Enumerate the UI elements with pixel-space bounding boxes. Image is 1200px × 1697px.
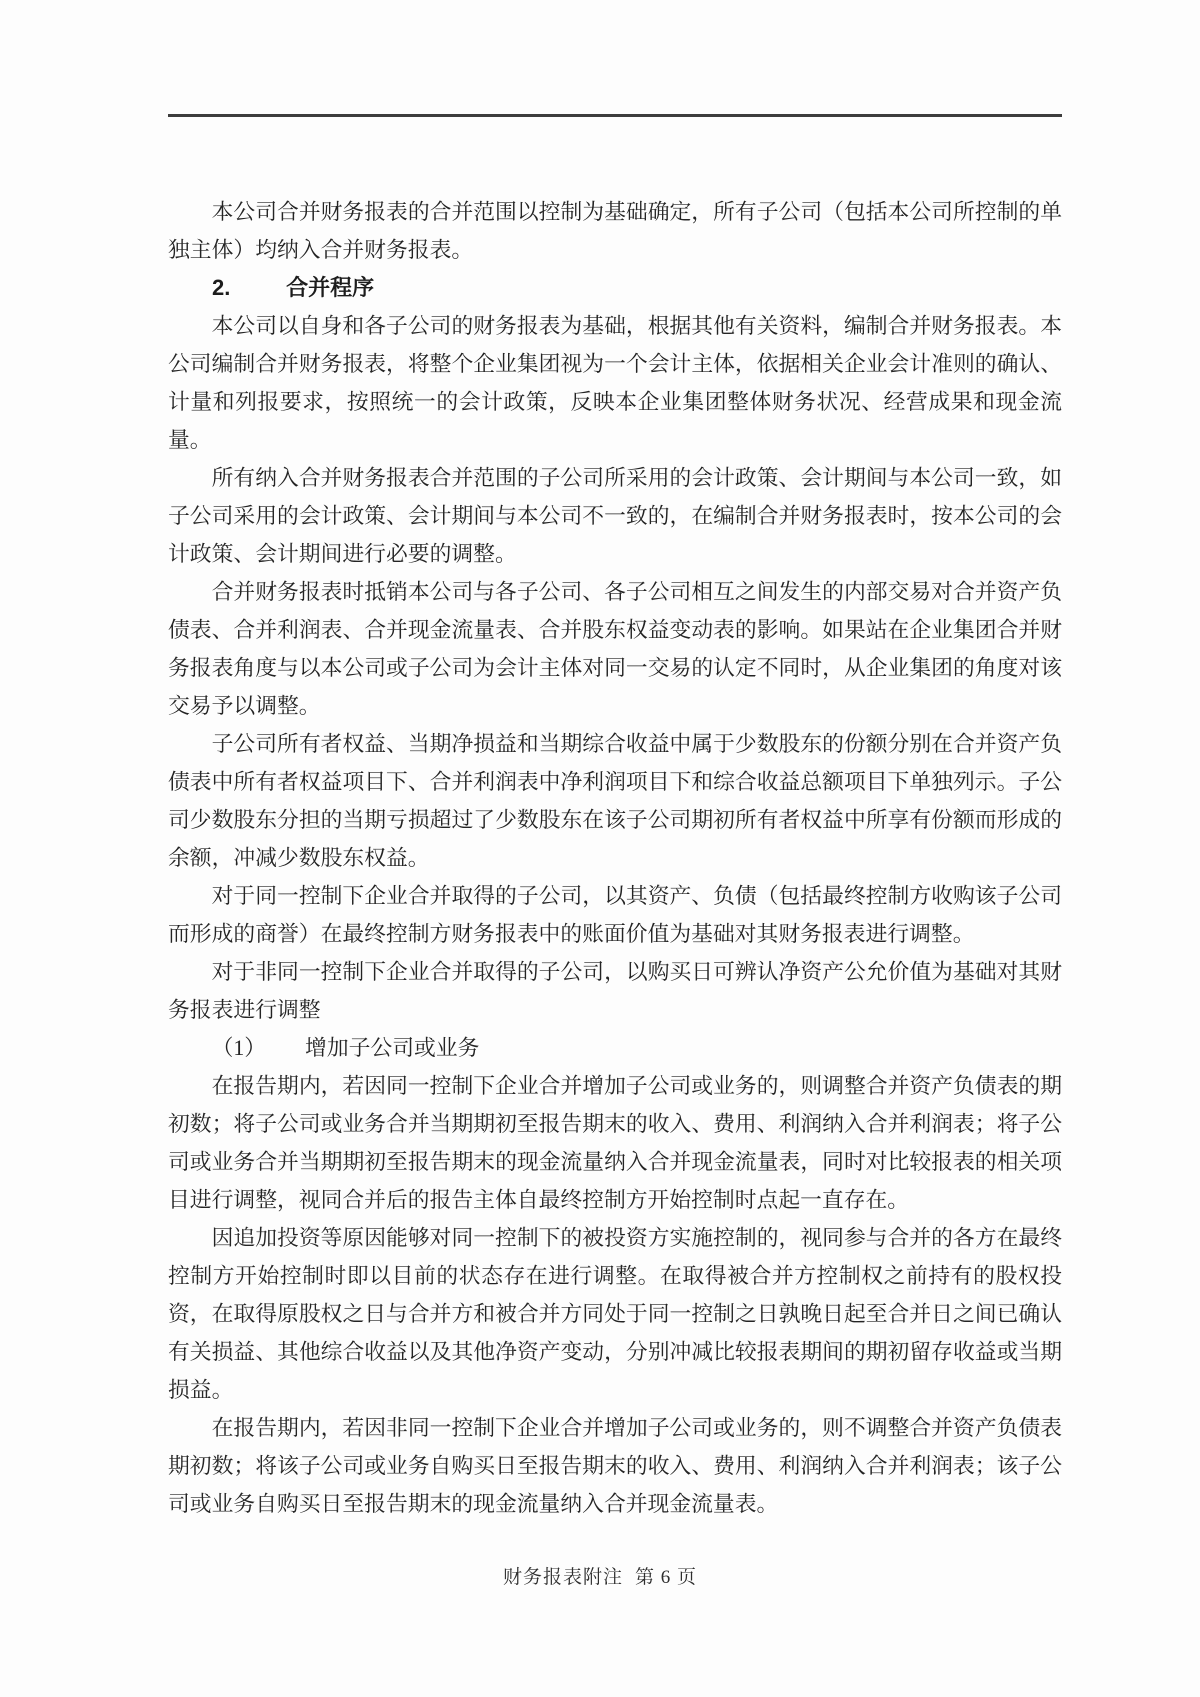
paragraph-consolidation-basis: 本公司以自身和各子公司的财务报表为基础，根据其他有关资料，编制合并财务报表。本公司编制合并财务报表，将整个企业集团视为一个会计主体，依据相关企业会计准则的确认、计量和列报要求，按照统一的会计政策，反映本企业集团整体财务状况、经营成果和现金流量。 bbox=[168, 314, 1062, 452]
sub-heading-title: 增加子公司或业务 bbox=[305, 1036, 480, 1060]
paragraph-accounting-policy-alignment: 所有纳入合并财务报表合并范围的子公司所采用的会计政策、会计期间与本公司一致，如子公司采用的会计政策、会计期间与本公司不一致的，在编制合并财务报表时，按本公司的会计政策、会计期间进行必要的调整。 bbox=[168, 466, 1062, 566]
document-body bbox=[168, 193, 1062, 1523]
paragraph-non-same-control-subsidiary: 对于非同一控制下企业合并取得的子公司，以购买日可辨认净资产公允价值为基础对其财务报表进行调整 bbox=[168, 960, 1062, 1022]
section-title: 合并程序 bbox=[286, 275, 375, 300]
paragraph-additional-investment-control: 因追加投资等原因能够对同一控制下的被投资方实施控制的，视同参与合并的各方在最终控制方开始控制时即以目前的状态存在进行调整。在取得被合并方控制权之前持有的股权投资，在取得原股权之日与合并方和被合并方同处于同一控制之日孰晚日起至合并日之间已确认有关损益、其他综合收益以及其他净资产变动，分别冲减比较报表期间的期初留存收益或当期损益。 bbox=[168, 1226, 1062, 1402]
sub-heading-number: （1） bbox=[211, 1036, 267, 1060]
footer-title: 财务报表附注 bbox=[502, 1567, 623, 1588]
paragraph-same-control-subsidiary: 对于同一控制下企业合并取得的子公司，以其资产、负债（包括最终控制方收购该子公司而形成的商誉）在最终控制方财务报表中的账面价值为基础对其财务报表进行调整。 bbox=[168, 884, 1062, 946]
page-footer bbox=[0, 1563, 1200, 1593]
paragraph-intercompany-elimination: 合并财务报表时抵销本公司与各子公司、各子公司相互之间发生的内部交易对合并资产负债表、合并利润表、合并现金流量表、合并股东权益变动表的影响。如果站在企业集团合并财务报表角度与以本公司或子公司为会计主体对同一交易的认定不同时，从企业集团的角度对该交易予以调整。 bbox=[168, 580, 1062, 718]
footer-page-number: 第 6 页 bbox=[635, 1567, 698, 1588]
section-heading-consolidation-procedure bbox=[168, 269, 1062, 307]
sub-heading-add-subsidiary bbox=[168, 1029, 1062, 1067]
paragraph-minority-interest: 子公司所有者权益、当期净损益和当期综合收益中属于少数股东的份额分别在合并资产负债表中所有者权益项目下、合并利润表中净利润项目下和综合收益总额项目下单独列示。子公司少数股东分担的当期亏损超过了少数股东在该子公司期初所有者权益中所享有份额而形成的余额，冲减少数股东权益。 bbox=[168, 732, 1062, 870]
paragraph-same-control-addition: 在报告期内，若因同一控制下企业合并增加子公司或业务的，则调整合并资产负债表的期初数；将子公司或业务合并当期期初至报告期末的收入、费用、利润纳入合并利润表；将子公司或业务合并当期期初至报告期末的现金流量纳入合并现金流量表，同时对比较报表的相关项目进行调整，视同合并后的报告主体自最终控制方开始控制时点起一直存在。 bbox=[168, 1074, 1062, 1212]
paragraph-consolidation-scope: 本公司合并财务报表的合并范围以控制为基础确定，所有子公司（包括本公司所控制的单独主体）均纳入合并财务报表。 bbox=[168, 200, 1062, 262]
paragraph-non-same-control-addition: 在报告期内，若因非同一控制下企业合并增加子公司或业务的，则不调整合并资产负债表期初数；将该子公司或业务自购买日至报告期末的收入、费用、利润纳入合并利润表；该子公司或业务自购买日至报告期末的现金流量纳入合并现金流量表。 bbox=[168, 1416, 1062, 1516]
section-number: 2. bbox=[212, 275, 231, 300]
header-rule bbox=[168, 114, 1062, 117]
